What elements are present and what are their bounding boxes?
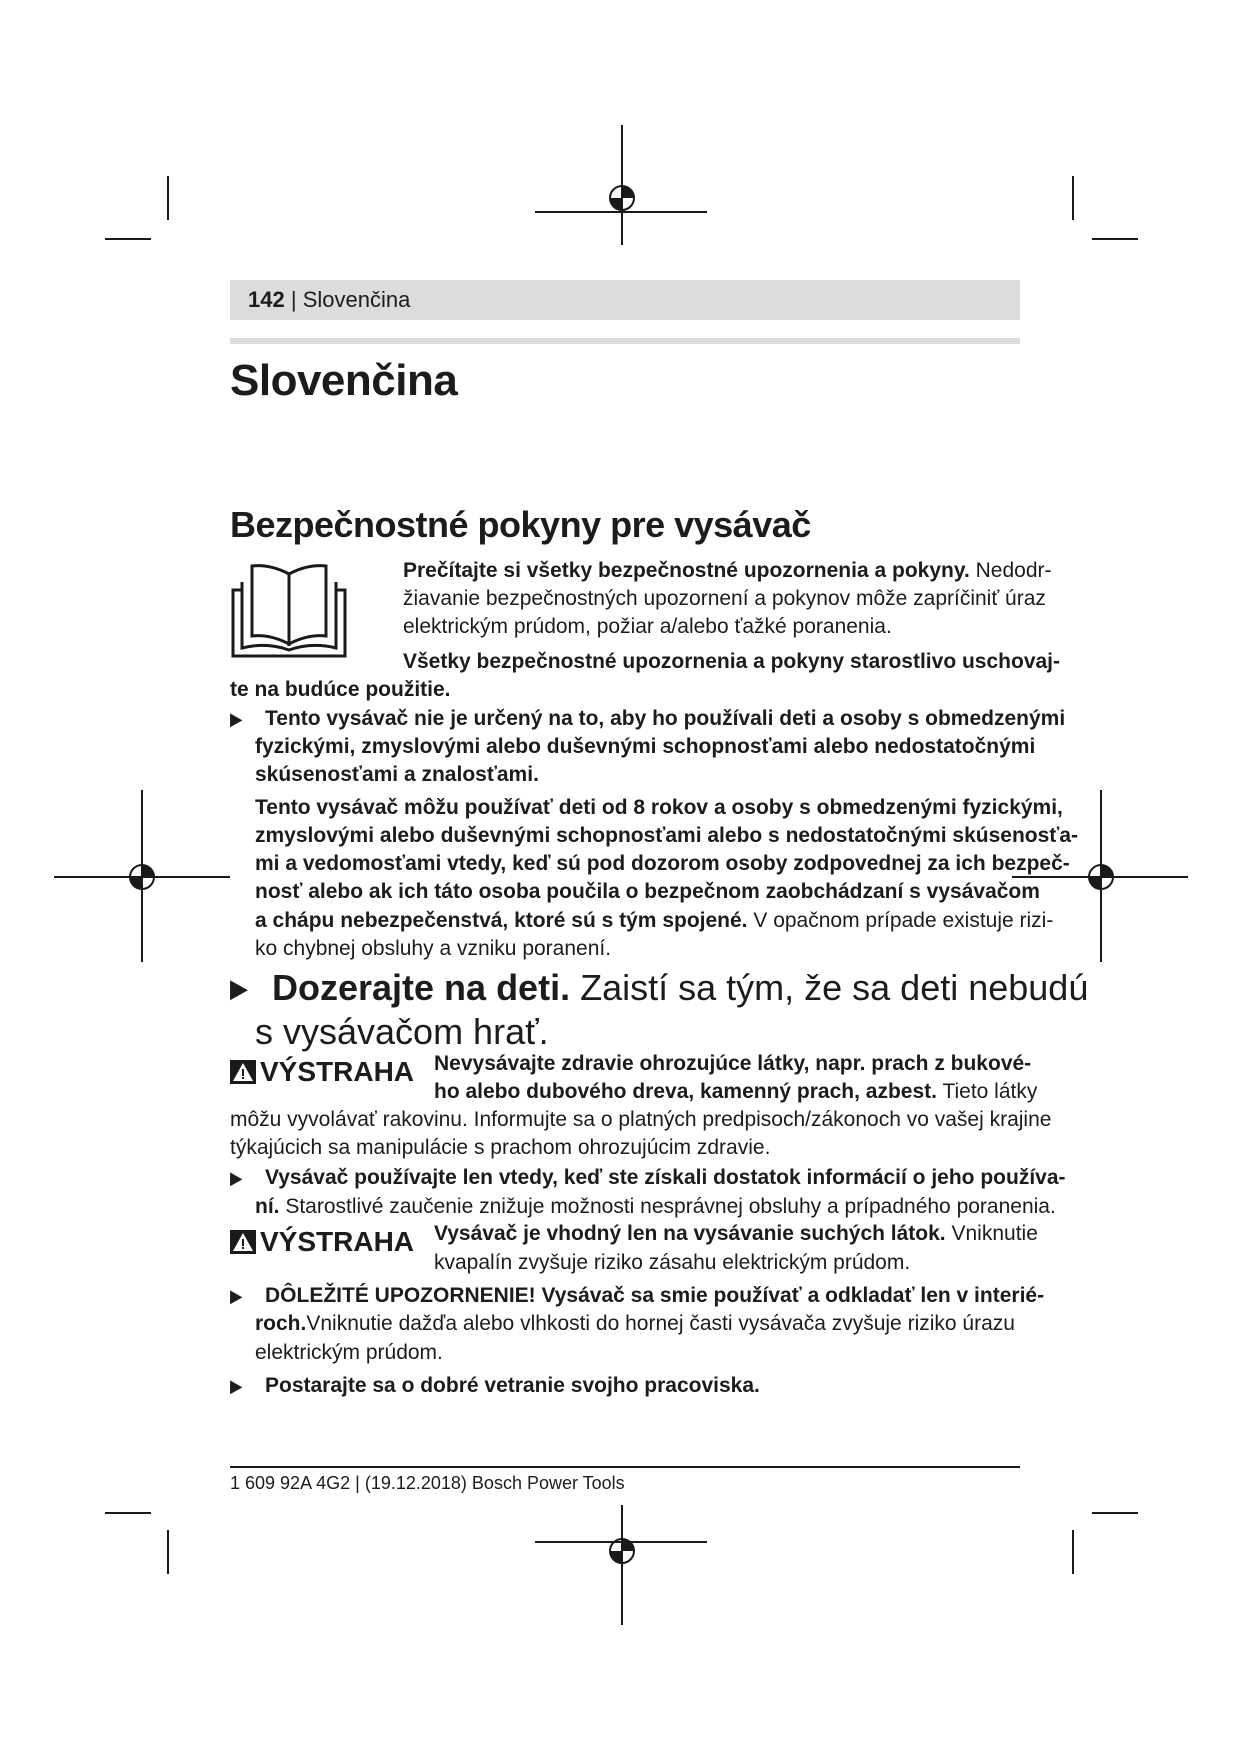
bullet-triangle-icon: ▶ [230,709,243,729]
footer-code: 1 609 92A 4G2 [230,1473,351,1493]
crop-mark [1072,176,1074,220]
item1-bold: zmyslovými alebo duševnými schopnosťami alebo s nedostatočnými skúsenosťa- [255,824,1079,847]
intro-line: žiavanie bezpečnostných upozornení a pokynov môže zapríčiniť úraz [403,587,1046,610]
item3-bold: Vysávač používajte len vtedy, keď ste získali dostatok informácií o jeho používa- [265,1166,1066,1189]
warning1-line [434,1078,1037,1106]
header-separator: | [290,287,297,312]
item1-line [265,705,1065,733]
intro-line [403,557,1052,585]
footer-separator: | [355,1473,360,1493]
header-language: Slovenčina [302,287,411,312]
crosshair-registration-icon [605,181,639,215]
warning2-line [434,1220,1038,1248]
keep-line: te na budúce použitie. [230,678,451,701]
bullet-triangle-icon: ▶ [230,973,248,1003]
keep-line: Všetky bezpečnostné upozornenia a pokyny starostlivo uschovaj- [403,650,1061,673]
warning-label [230,1226,414,1258]
crop-mark [167,176,169,220]
warning-triangle-icon [230,1060,256,1084]
item1-line [255,794,1063,822]
item5-bold: Postarajte sa o dobré vetranie svojho pracoviska. [265,1374,760,1397]
item1-bold: mi a vedomosťami vtedy, keď sú pod dozorom osoby zodpovednej za ich bezpeč- [255,852,1070,875]
warning-label [230,1056,414,1088]
item1-text: V opačnom prípade existuje rizi- [753,909,1054,932]
crosshair-registration-icon [125,860,159,894]
item2-line: s vysávačom hrať. [255,1011,549,1052]
bullet-triangle-icon: ▶ [230,1376,243,1396]
warning2-text: Vniknutie [951,1222,1038,1245]
item1-line [255,878,1040,906]
item1-bold: a chápu nebezpečenstvá, ktoré sú s tým spojené. [255,909,748,932]
item1-line [255,761,539,789]
item1-line [255,822,1078,850]
footer-date: (19.12.2018) [364,1473,467,1493]
item5-line [265,1372,760,1400]
section-title: Bezpečnostné pokyny pre vysávač [230,504,811,545]
crop-mark [1092,1512,1138,1514]
item1-bold: fyzickými, zmyslovými alebo duševnými schopnosťami alebo nedostatočnými [255,735,1036,758]
crosshair-registration-icon [605,1534,639,1568]
crop-mark [105,1512,151,1514]
footer-brand: Bosch Power Tools [471,1473,625,1493]
crop-mark [1092,238,1138,240]
bullet-triangle-icon: ▶ [230,1168,243,1188]
item1-line [255,733,1035,761]
item1-bold: Tento vysávač môžu používať deti od 8 rokov a osoby s obmedzenými fyzickými, [255,796,1063,819]
crop-mark [105,238,151,240]
intro-line: elektrickým prúdom, požiar a/alebo ťažké poranenia. [403,615,892,638]
warning1-line: týkajúcich sa manipulácie s prachom ohrozujúcim zdravie. [230,1136,771,1159]
header-rule [230,338,1020,344]
item2-text: Zaistí sa tým, že sa deti nebudú [580,967,1089,1008]
keep-instructions [403,648,1060,676]
warning1-text: Tieto látky [942,1080,1038,1103]
warning1-line: môžu vyvolávať rakovinu. Informujte sa o platných predpisoch/zákonoch vo vašej krajine [230,1108,1052,1131]
item3-line [255,1193,1056,1221]
item1-line [255,907,1053,935]
open-book-icon [230,560,348,662]
item4-line [255,1310,1015,1338]
page-footer [230,1470,625,1496]
item4-line [265,1282,1044,1310]
bullet-triangle-icon: ▶ [230,1286,243,1306]
item4-text: Vniknutie dažďa alebo vlhkosti do hornej časti vysávača zvyšuje riziko úrazu [306,1312,1015,1335]
item3-line [265,1164,1066,1192]
warning1-line [434,1050,1031,1078]
footer-rule [230,1466,1020,1468]
item4-bold: DÔLEŽITÉ UPOZORNENIE! Vysávač sa smie používať a odkladať len v interié- [265,1284,1045,1307]
warning1-bold: Nevysávajte zdravie ohrozujúce látky, napr. prach z bukové- [434,1052,1032,1075]
item3-bold: ní. [255,1195,280,1218]
keep-instructions [230,676,451,704]
warning-triangle-icon [230,1230,256,1254]
item4-line: elektrickým prúdom. [255,1341,443,1364]
item3-text: Starostlivé zaučenie znižuje možnosti nesprávnej obsluhy a prípadného poranenia. [285,1195,1056,1218]
item2-bold: Dozerajte na deti. [272,967,571,1008]
item1-bold: skúsenosťami a znalosťami. [255,763,539,786]
page-header [230,280,1020,320]
language-title: Slovenčina [230,356,458,405]
warning2-line: kvapalín zvyšuje riziko zásahu elektrickým prúdom. [434,1251,911,1274]
page-number: 142 [248,287,285,312]
item1-bold: Tento vysávač nie je určený na to, aby ho používali deti a osoby s obmedzenými [265,707,1066,730]
item1-line [255,850,1070,878]
item1-bold: nosť alebo ak ich táto osoba poučila o bezpečnom zaobchádzaní s vysávačom [255,880,1040,903]
intro-bold: Prečítajte si všetky bezpečnostné upozornenia a pokyny. [403,559,970,582]
crop-mark [167,1530,169,1574]
crosshair-registration-icon [1084,860,1118,894]
warning2-bold: Vysávač je vhodný len na vysávanie suchých látok. [434,1222,946,1245]
crop-mark [1072,1530,1074,1574]
warning1-bold: ho alebo dubového dreva, kamenný prach, azbest. [434,1080,937,1103]
intro-text: Nedodr- [975,559,1052,582]
item2-line [272,966,1088,1010]
item1-line: ko chybnej obsluhy a vzniku poranení. [255,937,612,960]
warning-label-text: VÝSTRAHA [260,1226,415,1257]
item4-bold: roch. [255,1312,307,1335]
warning-label-text: VÝSTRAHA [260,1056,415,1087]
